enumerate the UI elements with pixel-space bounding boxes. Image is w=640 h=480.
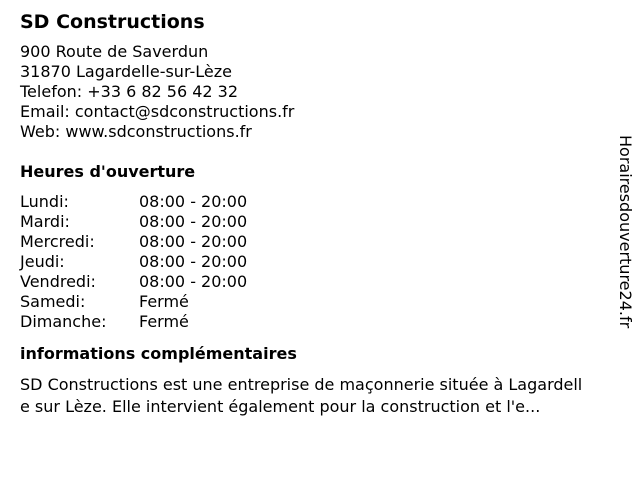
city-address: 31870 Lagardelle-sur-Lèze	[20, 62, 232, 81]
time-value: 08:00 - 20:00	[139, 192, 248, 211]
day-label: Mercredi:	[20, 232, 95, 251]
day-label: Jeudi:	[20, 252, 65, 271]
business-name: SD Constructions	[20, 11, 205, 33]
day-label: Lundi:	[20, 192, 69, 211]
time-value: 08:00 - 20:00	[139, 232, 248, 251]
hours-title: Heures d'ouverture	[20, 162, 196, 181]
hours-row-mercredi	[20, 232, 632, 252]
hours-row-dimanche	[20, 312, 632, 332]
site-watermark: Horairesdouverture24.fr	[616, 135, 635, 329]
business-description: SD Constructions est une entreprise de maçonnerie située à Lagardell e sur Lèze. Elle intervient également pour la construction et l'e...	[20, 375, 583, 416]
time-value: Fermé	[139, 292, 189, 311]
business-listing	[20, 10, 632, 418]
time-value: 08:00 - 20:00	[139, 272, 248, 291]
street-address: 900 Route de Saverdun	[20, 42, 209, 61]
day-label: Mardi:	[20, 212, 70, 231]
email-line: Email: contact@sdconstructions.fr	[20, 102, 295, 121]
hours-row-vendredi	[20, 272, 632, 292]
info-title: informations complémentaires	[20, 344, 297, 363]
day-label: Dimanche:	[20, 312, 107, 331]
hours-row-jeudi	[20, 252, 632, 272]
hours-row-samedi	[20, 292, 632, 312]
contact-block	[20, 42, 632, 142]
hours-row-lundi	[20, 192, 632, 212]
phone-line: Telefon: +33 6 82 56 42 32	[20, 82, 239, 101]
hours-table	[20, 192, 632, 332]
time-value: 08:00 - 20:00	[139, 212, 248, 231]
hours-row-mardi	[20, 212, 632, 232]
day-label: Vendredi:	[20, 272, 96, 291]
web-line: Web: www.sdconstructions.fr	[20, 122, 252, 141]
day-label: Samedi:	[20, 292, 86, 311]
time-value: Fermé	[139, 312, 189, 331]
time-value: 08:00 - 20:00	[139, 252, 248, 271]
